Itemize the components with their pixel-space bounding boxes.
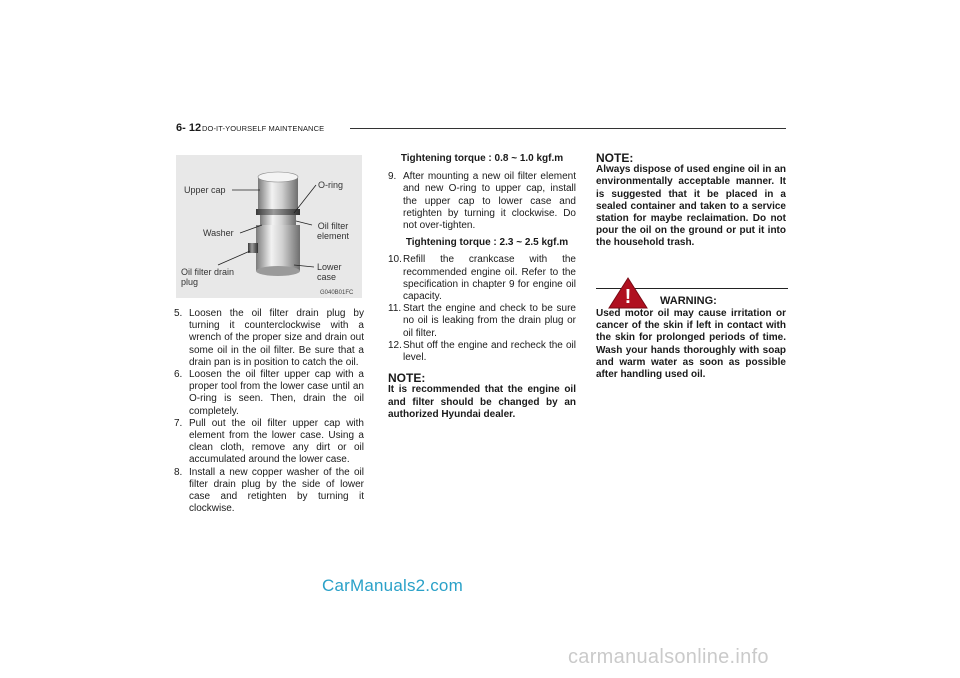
steps-column-left xyxy=(174,308,364,515)
torque-spec-1: Tightening torque : 0.8 ~ 1.0 kgf.m xyxy=(400,153,564,164)
label-oil-filter-element: Oil filter element xyxy=(316,221,350,241)
step-6: 6. Loosen the oil filter upper cap with a proper tool from the lower case until an O-ring is seen. Then, drain the oil completely. xyxy=(174,369,364,417)
page-number: 6- 12 xyxy=(176,122,202,134)
steps-column-middle xyxy=(388,153,576,421)
warning-header xyxy=(596,288,788,309)
warning-body: Used motor oil may cause irritation or cancer of the skin if left in contact with the skin for prolonged periods of time. Wash your hands thoroughly with soap and warm water as soon as possible after handling used oil. xyxy=(596,308,786,381)
step-7: 7. Pull out the oil filter upper cap with element from the lower case. Using a clean cloth, remove any dirt or oil accumulated around the lower case. xyxy=(174,417,364,466)
header-rule xyxy=(350,128,786,129)
warning-symbol: ! xyxy=(624,286,632,308)
step-11: 11. Start the engine and check to be sure no oil is leaking from the drain plug or oil filter. xyxy=(388,303,576,339)
step-12: 12. Shut off the engine and recheck the oil level. xyxy=(388,339,576,364)
label-washer: Washer xyxy=(203,228,234,238)
torque-spec-2: Tightening torque : 2.3 ~ 2.5 kgf.m xyxy=(405,237,569,249)
step-8: 8. Install a new copper washer of the oil filter drain plug by the side of lower case and retighten by turning it clockwise. xyxy=(174,466,364,515)
step-10: 10. Refill the crankcase with the recommended engine oil. Refer to the specification in chapter 9 for engine oil capacity. xyxy=(388,254,576,303)
page-header xyxy=(176,122,786,136)
note-body-middle: It is recommended that the engine oil and filter should be changed by an authorized Hyundai dealer. xyxy=(388,384,576,420)
label-o-ring: O-ring xyxy=(318,180,344,190)
note-title-middle: NOTE: xyxy=(388,371,426,386)
note-title-right: NOTE: xyxy=(596,151,634,165)
section-title: DO-IT-YOURSELF MAINTENANCE xyxy=(202,124,325,133)
label-drain-plug: Oil filter drain plug xyxy=(181,267,235,287)
warning-triangle-icon xyxy=(608,277,648,309)
watermark-carmanuals2: CarManuals2.com xyxy=(322,576,463,595)
warning-box xyxy=(596,288,788,400)
note-body-right: Always dispose of used engine oil in an environmentally acceptable manner. It is suggested that it be placed in a sealed container and taken to a service station for maybe reclaimation. Do not pour the oil on the ground or put it into the household trash. xyxy=(596,164,786,249)
label-upper-cap: Upper cap xyxy=(184,185,226,195)
notes-column-right xyxy=(596,152,786,250)
step-5: 5. Loosen the oil filter drain plug by turning it counterclockwise with a wrench of the proper size and drain out some oil in the oil filter. Be sure that a drain pan is in position to catch the oil. xyxy=(174,308,364,368)
warning-title: WARNING: xyxy=(660,295,717,307)
watermark-carmanualsonline: carmanualsonline.info xyxy=(568,646,769,668)
step-9: 9. After mounting a new oil filter element and new O-ring to upper cap, install the upper cap to lower case and retighten by turning it clockwise. Do not over-tighten. xyxy=(388,171,576,232)
label-lower-case: Lower case xyxy=(317,262,342,282)
oil-filter-figure xyxy=(176,155,362,298)
figure-code: G040B01FC xyxy=(320,290,354,296)
